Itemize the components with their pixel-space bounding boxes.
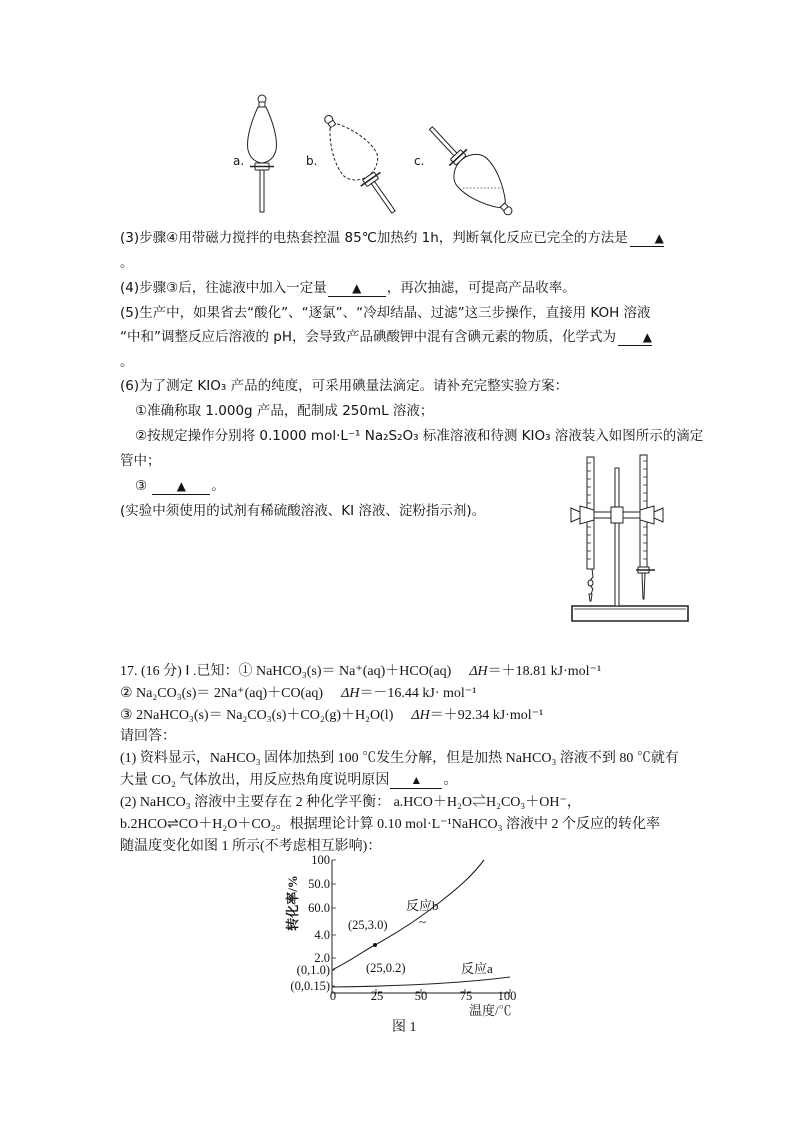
q17-part1-line1: (1) 资料显示，NaHCO₃ 固体加热到 100 ℃发生分解，但是加热 NaHCO₃ 溶液不到 80 ℃就有 xyxy=(120,751,679,766)
curve-b-mark: ~ xyxy=(419,914,427,929)
left-burette xyxy=(587,457,594,601)
q16-part6-step3 xyxy=(135,477,225,495)
point-label: (25,0.2) xyxy=(366,961,406,975)
x-tick-label: 0 xyxy=(329,989,337,1003)
x-axis-label: 温度/℃ xyxy=(469,1003,512,1018)
x-tick-label: 25 xyxy=(370,989,384,1003)
q17-part1-text: 大量 CO₂ 气体放出，用反应热角度说明原因 xyxy=(120,773,390,788)
delta-h-value: ＝＋18.81 kJ·mol⁻¹ xyxy=(487,664,602,679)
q17-part2-line1: (2) NaHCO₃ 溶液中主要存在 2 种化学平衡： a.HCO＋H₂O⇌H₂CO₃＋OH⁻， xyxy=(120,795,581,810)
q17-known-eq3 xyxy=(120,707,543,725)
curve-reaction-a xyxy=(332,977,510,987)
answer-blank: ▲ xyxy=(328,281,386,297)
y-tick-label: 60.0 xyxy=(308,901,330,915)
figure1-caption: 图 1 xyxy=(392,1020,417,1035)
x-axis-ticks xyxy=(376,989,510,993)
answer-blank: ▲ xyxy=(630,231,664,247)
point-label: (0,0.15) xyxy=(290,979,330,993)
q16-part4-post: ，再次抽滤，可提高产品收率。 xyxy=(386,280,576,296)
y-tick-label: 2.0 xyxy=(314,951,330,965)
equation-text: 17. (16 分) Ⅰ .已知：① NaHCO₃(s)＝ Na⁺(aq)＋HCO(aq) xyxy=(120,664,452,679)
y-tick-label: 4.0 xyxy=(314,928,330,942)
delta-h-symbol: ΔH xyxy=(469,664,488,679)
q16-part5-line3: 。 xyxy=(120,354,134,370)
q16-part3-text: (3)步骤④用带磁力搅拌的电热套控温 85℃加热约 1h，判断氧化反应已完全的方法是 xyxy=(120,230,628,246)
burette-stand-figure xyxy=(562,450,696,626)
curve-b-label: 反应b xyxy=(406,898,439,913)
q16-part3-line1 xyxy=(120,229,664,247)
delta-h-symbol: ΔH xyxy=(411,708,430,723)
figure1-conversion-chart xyxy=(270,850,520,1020)
q16-part5-line1: (5)生产中，如果省去“酸化”、“逐氯”、“冷却结晶、过滤”这三步操作，直接用 KOH 溶液 xyxy=(120,305,651,321)
q16-part6-note: (实验中须使用的试剂有稀硫酸溶液、KI 溶液、淀粉指示剂)。 xyxy=(120,503,486,519)
q17-part1-end: 。 xyxy=(443,773,458,788)
stand-base xyxy=(572,606,688,621)
delta-h-value: ＝－16.44 kJ· mol⁻¹ xyxy=(359,686,477,701)
funnel-b xyxy=(310,105,410,224)
curve-a-label: 反应a xyxy=(461,961,493,976)
q17-part2-line2: b.2HCO⇌CO＋H₂O＋CO₂。根据理论计算 0.10 mol·L⁻¹NaHCO₃ 溶液中 2 个反应的转化率 xyxy=(120,817,661,832)
y-axis-ticks xyxy=(332,860,336,986)
curve-reaction-b xyxy=(332,860,484,970)
step3-end: 。 xyxy=(211,478,225,494)
point-label: (0,1.0) xyxy=(296,963,330,977)
q16-part6-step1: ①准确称取 1.000g 产品，配制成 250mL 溶液； xyxy=(135,403,434,419)
q17-known-eq2 xyxy=(120,685,476,703)
answer-blank: ▲ xyxy=(390,773,442,789)
point-label: (25,3.0) xyxy=(348,918,388,932)
y-tick-label: 50.0 xyxy=(308,877,330,891)
answer-blank: ▲ xyxy=(618,330,652,346)
q16-part5-text: “中和”调整反应后溶液的 pH，会导致产品碘酸钾中混有含碘元素的物质，化学式为 xyxy=(120,329,616,345)
y-axis-label: 转化率/% xyxy=(285,875,300,931)
step3-number: ③ xyxy=(135,478,152,494)
q16-part3-line2: 。 xyxy=(120,255,134,271)
funnel-b-label: b. xyxy=(306,154,318,168)
q16-part6-intro: (6)为了测定 KIO₃ 产品的纯度，可采用碘量法滴定。请补充完整实验方案： xyxy=(120,378,569,394)
q16-part4 xyxy=(120,279,576,297)
point-marker-25-3 xyxy=(373,943,377,947)
right-burette xyxy=(636,455,655,599)
x-tick-label: 100 xyxy=(497,989,517,1003)
funnel-c-label: c. xyxy=(414,154,425,168)
q17-known-eq1 xyxy=(120,663,601,681)
delta-h-value: ＝＋92.34 kJ·mol⁻¹ xyxy=(429,708,544,723)
q16-part6-step2-line2: 管中； xyxy=(120,453,161,469)
delta-h-symbol: ΔH xyxy=(341,686,360,701)
q17-part1-line2 xyxy=(120,772,457,790)
x-tick-label: 50 xyxy=(414,989,428,1003)
q16-part4-pre: (4)步骤③后，往滤液中加入一定量 xyxy=(120,280,327,296)
burette-clamp xyxy=(571,506,663,524)
equation-text: ③ 2NaHCO₃(s)＝ Na₂CO₃(s)＋CO₂(g)＋H₂O(l) xyxy=(120,708,394,723)
q16-part6-step2-line1: ②按规定操作分别将 0.1000 mol·L⁻¹ Na₂S₂O₃ 标准溶液和待测 KIO₃ 溶液装入如图所示的滴定 xyxy=(135,428,704,444)
x-tick-label: 75 xyxy=(459,989,473,1003)
funnel-c xyxy=(416,114,525,224)
funnel-a-label: a. xyxy=(233,154,245,168)
separatory-funnel-figure xyxy=(220,88,530,224)
y-tick-label: 100 xyxy=(311,853,330,867)
q17-part2-line3: 随温度变化如图 1 所示(不考虑相互影响)： xyxy=(120,839,382,854)
stand-rod xyxy=(615,468,619,606)
funnel-a xyxy=(248,95,277,212)
equation-text: ② Na₂CO₃(s)＝ 2Na⁺(aq)＋CO(aq) xyxy=(120,686,324,701)
answer-blank: ▲ xyxy=(152,479,210,495)
q16-part5-line2 xyxy=(120,328,652,346)
q17-prompt: 请回答： xyxy=(120,729,176,744)
